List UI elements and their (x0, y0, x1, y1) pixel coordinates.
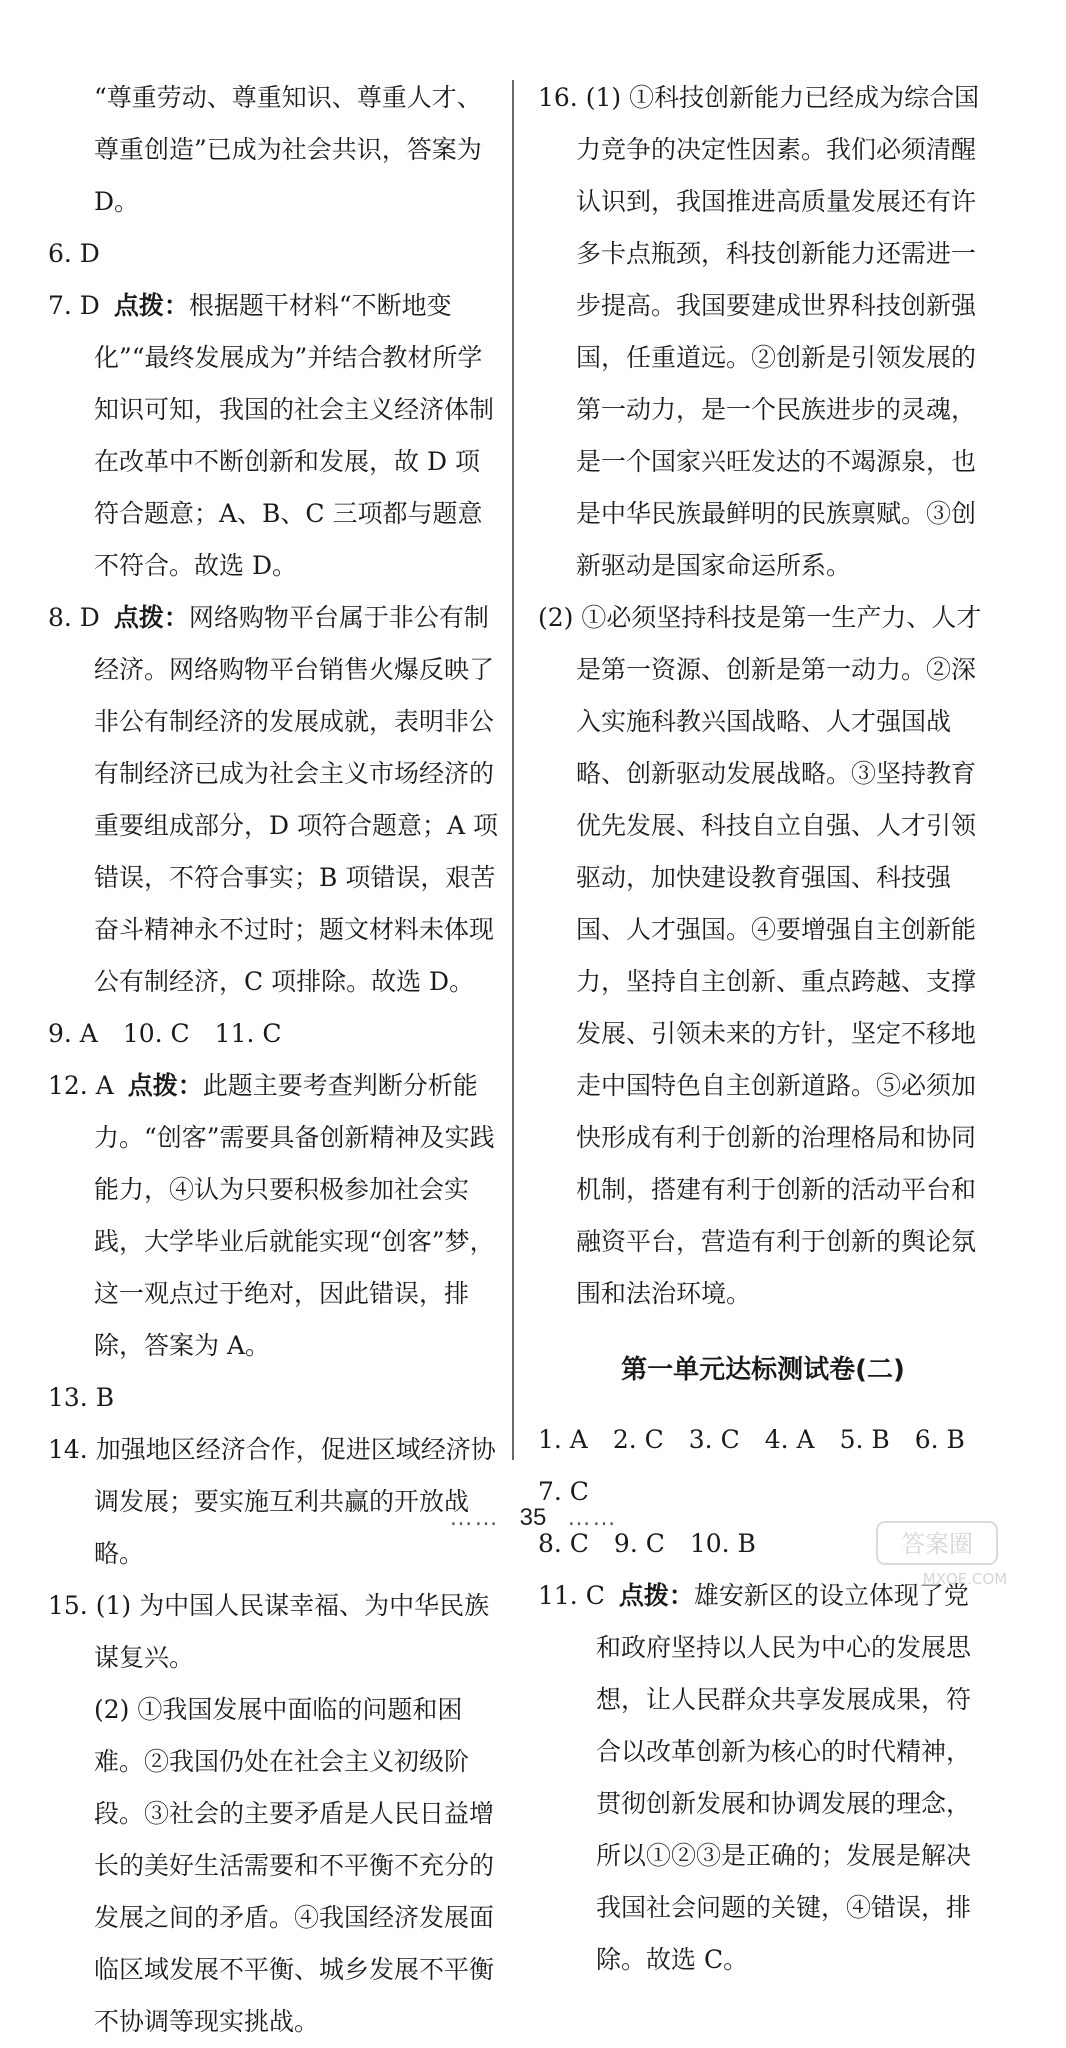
footer-dots-right: …… (567, 1504, 618, 1531)
answer-15 (48, 1580, 498, 1684)
right-column (538, 72, 988, 1986)
answer-7-number: 7. D (48, 291, 100, 320)
answer-15-part-2: (2) ①我国发展中面临的问题和困难。②我国仍处在社会主义初级阶段。③社会的主要矛盾是人民日益增长的美好生活需要和不平衡不充分的发展之间的矛盾。④我国经济发展面临区域发展不平衡、城乡发展不平衡不协调等现实挑战。 (94, 1695, 495, 2036)
answer-6: 6. D (48, 239, 100, 268)
answer-8 (48, 592, 498, 1008)
answer-8-number: 8. D (48, 603, 100, 632)
answers-1-7: 1. A 2. C 3. C 4. A 5. B 6. B 7. C (538, 1425, 990, 1506)
left-column (48, 72, 498, 2048)
answer-7-text: 根据题干材料“不断地变化”“最终发展成为”并结合教材所学知识可知，我国的社会主义经济体制在改革中不断创新和发展，故 D 项符合题意；A、B、C 三项都与题意不符合。故选 D。 (94, 291, 495, 580)
watermark-url: MXQE.COM (922, 1570, 1008, 1588)
answer-15-number: 15. (48, 1591, 88, 1620)
answer-16 (538, 72, 988, 592)
answer-14-text: 加强地区经济合作，促进区域经济协调发展；要实施互利共赢的开放战略。 (94, 1435, 496, 1568)
answer-11-tip-label: 点拨： (618, 1581, 694, 1610)
answer-11-number: 11. C (538, 1581, 605, 1610)
section-title: 第一单元达标测试卷(二) (621, 1355, 905, 1385)
answers-9-11: 9. A 10. C 11. C (48, 1019, 282, 1048)
answer-7-tip-label: 点拨： (113, 291, 189, 320)
answer-16-number: 16. (538, 83, 578, 112)
answers-8-10: 8. C 9. C 10. B (538, 1529, 756, 1558)
answer-14-number: 14. (48, 1435, 88, 1464)
page-number: 35 (519, 1504, 547, 1531)
answer-8-text: 网络购物平台属于非公有制经济。网络购物平台销售火爆反映了非公有制经济的发展成就，表明非公有制经济已成为社会主义市场经济的重要组成部分，D 项符合题意；A 项错误，不符合事实；B 项错误，艰苦奋斗精神永不过时；题文材料未体现公有制经济，C 项排除。故选 D。 (94, 603, 498, 996)
answer-8-tip-label: 点拨： (113, 603, 189, 632)
answer-13: 13. B (48, 1383, 115, 1412)
answer-12-tip-label: 点拨： (127, 1071, 203, 1100)
answer-12-number: 12. A (48, 1071, 114, 1100)
answer-12 (48, 1060, 498, 1372)
answer-11 (538, 1570, 988, 1986)
watermark-logo (875, 1520, 1055, 1590)
answer-5-continuation: “尊重劳动、尊重知识、尊重人才、尊重创造”已成为社会共识，答案为 D。 (94, 83, 482, 216)
answer-15-part-1: (1) 为中国人民谋幸福、为中华民族谋复兴。 (94, 1591, 490, 1672)
answer-11-text: 雄安新区的设立体现了党和政府坚持以人民为中心的发展思想，让人民群众共享发展成果，符合以改革创新为核心的时代精神，贯彻创新发展和协调发展的理念，所以①②③是正确的；发展是解决我国社会问题的关键，④错误，排除。故选 C。 (596, 1581, 972, 1974)
watermark-logo-text: 答案圈 (901, 1530, 973, 1558)
answer-16-part-2: (2) ①必须坚持科技是第一生产力、人才是第一资源、创新是第一动力。②深入实施科教兴国战略、人才强国战略、创新驱动发展战略。③坚持教育优先发展、科技自立自强、人才引领驱动，加快建设教育强国、科技强国、人才强国。④要增强自主创新能力，坚持自主创新、重点跨越、支撑发展、引领未来的方针，坚定不移地走中国特色自主创新道路。⑤必须加快形成有利于创新的治理格局和协同机制，搭建有利于创新的活动平台和融资平台，营造有利于创新的舆论氛围和法治环境。 (538, 603, 982, 1308)
answer-16-part-1: (1) ①科技创新能力已经成为综合国力竞争的决定性因素。我们必须清醒认识到，我国推进高质量发展还有许多卡点瓶颈，科技创新能力还需进一步提高。我国要建成世界科技创新强国，任重道远。②创新是引领发展的第一动力，是一个民族进步的灵魂，是一个国家兴旺发达的不竭源泉，也是中华民族最鲜明的民族禀赋。③创新驱动是国家命运所系。 (576, 83, 980, 580)
footer-dots-left: …… (448, 1504, 499, 1531)
answer-7 (48, 280, 498, 592)
column-divider (512, 80, 514, 1460)
answer-14 (48, 1424, 498, 1580)
answer-12-text: 此题主要考查判断分析能力。“创客”需要具备创新精神及实践能力，④认为只要积极参加社会实践，大学毕业后就能实现“创客”梦，这一观点过于绝对，因此错误，排除，答案为 A。 (94, 1071, 495, 1360)
